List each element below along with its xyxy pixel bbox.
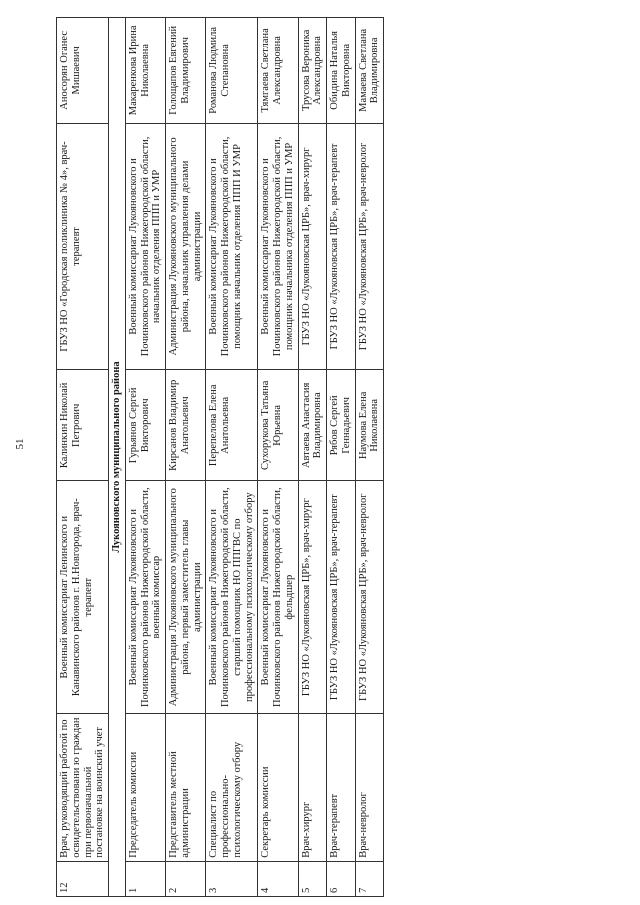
cell-org: ГБУЗ НО «Лукояновская ЦРБ», врач-хирург [298, 481, 327, 713]
cell-name-reserve: Голощапов Евгений Владимирович [166, 18, 206, 124]
section-row [109, 18, 126, 897]
cell-org-reserve: ГБУЗ НО «Городская поликлиника № 4», врач-терапевт [57, 123, 109, 370]
cell-org-reserve: Военный комиссариат Лукояновского и Починковского районов Нижегородской области, помощник начальник отделения ППП И УМР [206, 123, 258, 370]
cell-num: 7 [355, 861, 384, 896]
table-row [57, 18, 109, 897]
cell-org: Администрация Лукояновского муниципального района, первый заместитель главы администрации [166, 481, 206, 713]
cell-org: ГБУЗ НО «Лукояновская ЦРБ», врач-терапевт [327, 481, 356, 713]
table-row [258, 18, 298, 897]
cell-role: Представитель местной администрации [166, 713, 206, 861]
cell-org-reserve: Администрация Лукояновского муниципального района, начальник управления делами администрации [166, 123, 206, 370]
commission-table [56, 17, 384, 897]
cell-name-reserve: Аносорян Оганес Мишаевич [57, 18, 109, 124]
cell-name: Кирсанов Владимир Анатольевич [166, 370, 206, 481]
cell-num: 6 [327, 861, 356, 896]
table-row [206, 18, 258, 897]
cell-name-reserve: Тямгаева Светлана Александровна [258, 18, 298, 124]
cell-name: Перепелова Елена Анатольевна [206, 370, 258, 481]
cell-num: 12 [57, 861, 109, 896]
rotated-page [56, 0, 640, 905]
cell-org: Военный комиссариат Ленинского и Канавинского районов г. Н.Новгорода, врач-терапевт [57, 481, 109, 713]
cell-role: Председатель комиссии [125, 713, 165, 861]
cell-name: Рябов Сергей Геннадьевич [327, 370, 356, 481]
cell-org-reserve: ГБУЗ НО «Лукояновская ЦРБ», врач-хирург [298, 123, 327, 370]
cell-name-reserve: Мамаева Светлана Владимировна [355, 18, 384, 124]
cell-num: 2 [166, 861, 206, 896]
cell-role: Секретарь комиссии [258, 713, 298, 861]
cell-role: Врач, руководящий работой по освидетельствовани ю граждан при первоначальной постановке на воинский учет [57, 713, 109, 861]
section-title: Лукояновского муниципального района [109, 18, 126, 897]
cell-org: Военный комиссариат Лукояновского и Починковского районов Нижегородской области, фельдшер [258, 481, 298, 713]
cell-role: Врач-терапевт [327, 713, 356, 861]
cell-org-reserve: ГБУЗ НО «Лукояновская ЦРБ», врач-невролог [355, 123, 384, 370]
page-number: 51 [14, 438, 26, 450]
table-row [355, 18, 384, 897]
cell-num: 3 [206, 861, 258, 896]
table-row [166, 18, 206, 897]
cell-name: Наумова Елена Николаевна [355, 370, 384, 481]
cell-role: Врач-хирург [298, 713, 327, 861]
cell-org-reserve: Военный комиссариат Лукояновского и Починковского районов Нижегородской области, начальник отделения ППП и УМР [125, 123, 165, 370]
cell-role: Специалист по профессионально-психологическому отбору [206, 713, 258, 861]
cell-num: 1 [125, 861, 165, 896]
cell-name-reserve: Трусова Вероника Александровна [298, 18, 327, 124]
table-row [298, 18, 327, 897]
table-row [125, 18, 165, 897]
cell-name: Гурьянов Сергей Викторович [125, 370, 165, 481]
cell-org-reserve: Военный комиссариат Лукояновского и Починковского районов Нижегородской области, помощник начальника отделения ППП и УМР [258, 123, 298, 370]
cell-org: Военный комиссариат Лукояновского и Починковского районов Нижегородской области, старший помощник НО ППГВС по профессиональному психологическому отбору [206, 481, 258, 713]
cell-org-reserve: ГБУЗ НО «Лукояновская ЦРБ», врач-терапевт [327, 123, 356, 370]
table-row [327, 18, 356, 897]
cell-role: Врач-невролог [355, 713, 384, 861]
cell-num: 5 [298, 861, 327, 896]
cell-name: Сухорукова Татьяна Юрьевна [258, 370, 298, 481]
cell-name-reserve: Обидина Наталья Викторовна [327, 18, 356, 124]
table-body [125, 18, 383, 897]
cell-name-reserve: Макаренкова Ирина Николаевна [125, 18, 165, 124]
cell-num: 4 [258, 861, 298, 896]
cell-name: Автаева Анастасия Владимировна [298, 370, 327, 481]
cell-org: ГБУЗ НО «Лукояновская ЦРБ», врач-невролог [355, 481, 384, 713]
cell-org: Военный комиссариат Лукояновского и Починковского районов Нижегородской области, военный комиссар [125, 481, 165, 713]
cell-name: Калинкин Николай Петрович [57, 370, 109, 481]
cell-name-reserve: Романова Людмила Степановна [206, 18, 258, 124]
